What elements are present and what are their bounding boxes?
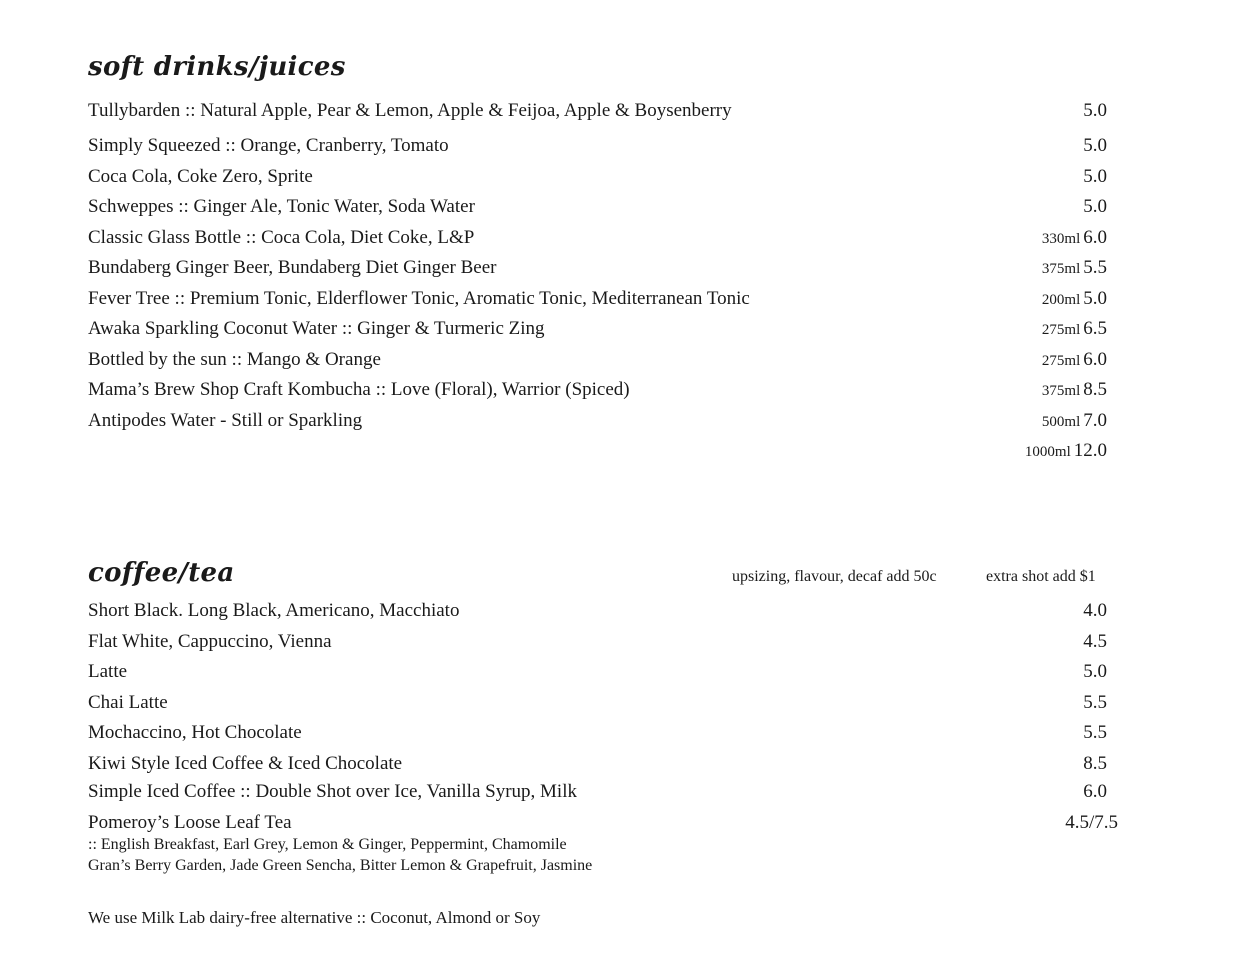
item-price: 275ml 6.0	[1041, 348, 1107, 370]
soft-drinks-list	[88, 96, 1113, 467]
item-name: Awaka Sparkling Coconut Water :: Ginger & Turmeric Zing	[88, 318, 545, 339]
item-name: Coca Cola, Coke Zero, Sprite	[88, 165, 313, 187]
item-size: 375ml	[1041, 261, 1081, 277]
tea-header	[88, 812, 1118, 834]
item-size: 275ml	[1041, 352, 1081, 369]
tea-name: Pomeroy’s Loose Leaf Tea	[88, 812, 292, 833]
item-name: Kiwi Style Iced Coffee & Iced Chocolate	[88, 752, 403, 774]
item-name: Bundaberg Ginger Beer, Bundaberg Diet Ginger Beer	[88, 257, 497, 278]
item-name: Mama’s Brew Shop Craft Kombucha :: Love (Floral), Warrior (Spiced)	[88, 379, 630, 400]
menu-item	[88, 688, 1113, 719]
item-price: 5.0	[1083, 661, 1107, 682]
menu-item	[88, 436, 1113, 467]
item-name: Chai Latte	[88, 691, 168, 713]
dairy-free-footnote: We use Milk Lab dairy-free alternative :: Coconut, Almond or Soy	[88, 908, 541, 927]
item-price: 275ml 6.5	[1041, 318, 1107, 339]
item-name: Simply Squeezed :: Orange, Cranberry, Tomato	[88, 135, 449, 156]
item-name: Fever Tree :: Premium Tonic, Elderflower Tonic, Aromatic Tonic, Mediterranean Tonic	[88, 287, 750, 309]
tea-varieties-line-2: Gran’s Berry Garden, Jade Green Sencha, Bitter Lemon & Grapefruit, Jasmine	[88, 857, 593, 874]
item-size: 330ml	[1041, 230, 1081, 247]
menu-item	[88, 718, 1113, 749]
tea-item	[88, 812, 1118, 876]
menu-item	[88, 657, 1113, 688]
item-price: 5.0	[1083, 135, 1107, 156]
item-size: 500ml	[1041, 413, 1081, 430]
item-price: 5.0	[1083, 100, 1107, 121]
menu-item	[88, 131, 1113, 162]
item-price: 200ml 5.0	[1041, 287, 1107, 309]
menu-item	[88, 406, 1113, 437]
coffee-list	[88, 596, 1113, 807]
menu-item	[88, 314, 1113, 345]
item-price: 500ml 7.0	[1041, 409, 1107, 431]
menu-item	[88, 345, 1113, 376]
item-price: 375ml 8.5	[1041, 379, 1107, 400]
item-price: 6.0	[1083, 780, 1107, 802]
item-price: 5.5	[1083, 691, 1107, 713]
item-size: 200ml	[1041, 291, 1081, 308]
item-name: Simple Iced Coffee :: Double Shot over Ice, Vanilla Syrup, Milk	[88, 780, 577, 802]
upsizing-note: upsizing, flavour, decaf add 50c	[732, 568, 937, 585]
item-name: Antipodes Water - Still or Sparkling	[88, 409, 363, 431]
item-price: 5.0	[1083, 165, 1107, 187]
item-price: 330ml 6.0	[1041, 226, 1107, 248]
item-name: Schweppes :: Ginger Ale, Tonic Water, Soda Water	[88, 196, 475, 217]
menu-item	[88, 596, 1113, 627]
item-size: 1000ml	[1024, 444, 1071, 460]
menu-item	[88, 749, 1113, 777]
soft-drinks-heading: soft drinks/juices	[88, 52, 346, 82]
item-name: Short Black. Long Black, Americano, Macchiato	[88, 600, 460, 621]
menu-item	[88, 284, 1113, 315]
item-price: 8.5	[1083, 752, 1107, 774]
menu-item	[88, 162, 1113, 193]
item-name: Flat White, Cappuccino, Vienna	[88, 630, 332, 652]
item-name: Latte	[88, 661, 128, 682]
item-size: 375ml	[1041, 383, 1081, 399]
item-price: 5.0	[1083, 196, 1107, 217]
menu-item	[88, 253, 1113, 284]
item-name: Tullybarden :: Natural Apple, Pear & Lemon, Apple & Feijoa, Apple & Boysenberry	[88, 100, 732, 121]
tea-price: 4.5/7.5	[1065, 812, 1118, 833]
item-name: Bottled by the sun :: Mango & Orange	[88, 348, 381, 370]
menu-item	[88, 192, 1113, 223]
menu-item	[88, 223, 1113, 254]
item-price: 5.5	[1083, 722, 1107, 743]
item-name: Mochaccino, Hot Chocolate	[88, 722, 302, 743]
item-price: 1000ml 12.0	[1024, 440, 1107, 461]
item-name: Classic Glass Bottle :: Coca Cola, Diet Coke, L&P	[88, 226, 475, 248]
item-price: 4.5	[1083, 630, 1107, 652]
menu-item	[88, 777, 1113, 808]
extra-shot-note: extra shot add $1	[986, 568, 1096, 585]
coffee-tea-heading: coffee/tea	[88, 558, 235, 588]
item-price: 375ml 5.5	[1041, 257, 1107, 278]
menu-item	[88, 627, 1113, 658]
item-price: 4.0	[1083, 600, 1107, 621]
item-size: 275ml	[1041, 322, 1081, 338]
tea-varieties-line-1: :: English Breakfast, Earl Grey, Lemon & Ginger, Peppermint, Chamomile	[88, 836, 567, 853]
menu-item	[88, 375, 1113, 406]
menu-item	[88, 96, 1113, 131]
